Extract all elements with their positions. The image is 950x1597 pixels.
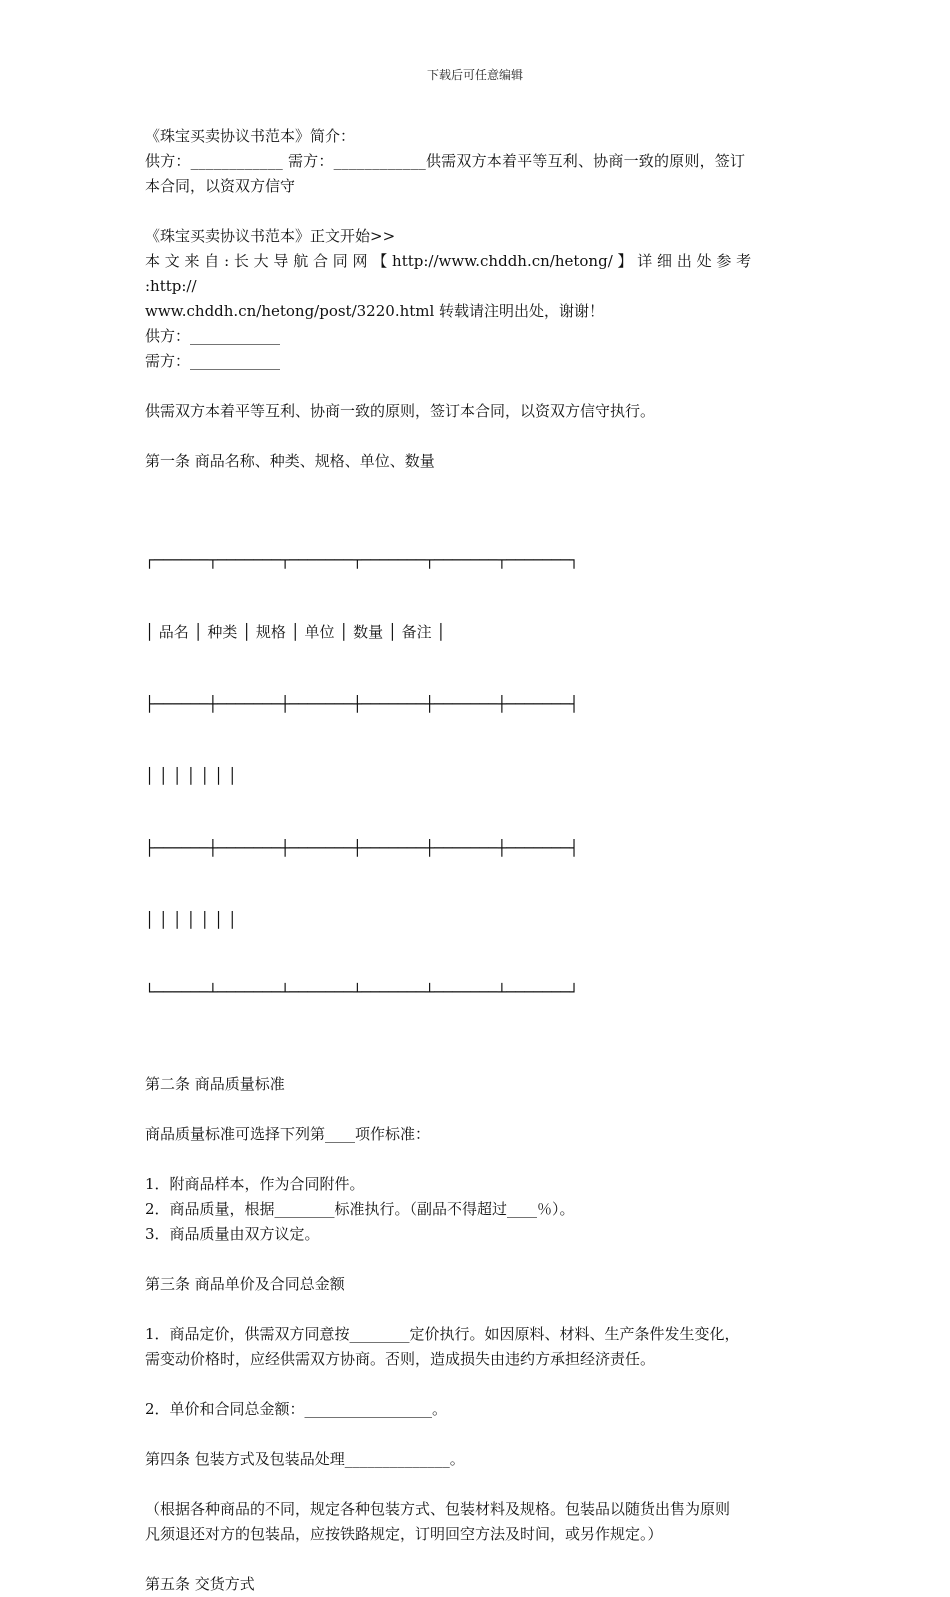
table-row: │ │ │ │ │ │ │ (145, 911, 237, 929)
table-row: ├──────┼───────┼───────┼───────┼───────┼───────┤ (145, 839, 579, 857)
list-item: 2．商品质量，根据________标准执行。（副品不得超过____％）。 (145, 1200, 575, 1218)
article-4-title: 第四条 包装方式及包装品处理______________。 (145, 1450, 465, 1468)
article-3-item-1-line-2: 需变动价格时，应经供需双方协商。否则，造成损失由违约方承担经济责任。 (145, 1350, 656, 1368)
main-start: 《珠宝买卖协议书范本》正文开始>> (145, 227, 396, 245)
table-row: │ 品名 │ 种类 │ 规格 │ 单位 │ 数量 │ 备注 │ (145, 623, 446, 641)
list-item: 1．附商品样本，作为合同附件。 (145, 1175, 365, 1193)
article-1-title: 第一条 商品名称、种类、规格、单位、数量 (145, 452, 435, 470)
table-row: ├──────┼───────┼───────┼───────┼───────┼───────┤ (145, 695, 579, 713)
page-header: 下载后可任意编辑 (426, 68, 523, 82)
table-row: └──────┴───────┴───────┴───────┴───────┴───────┘ (145, 983, 579, 1001)
intro-line-2: 本合同，以资双方信守 (145, 177, 296, 195)
article-2-title: 第二条 商品质量标准 (145, 1075, 285, 1093)
table-row: │ │ │ │ │ │ │ (145, 767, 237, 785)
principle-text: 供需双方本着平等互利、协商一致的原则，签订本合同，以资双方信守执行。 (145, 402, 656, 420)
list-item: 3．商品质量由双方议定。 (145, 1225, 320, 1243)
intro-line-1: 供方：____________ 需方：____________供需双方本着平等互利、协商一致的原则，签订 (145, 152, 746, 170)
supplier-field: 供方：____________ (145, 327, 281, 345)
article-5-title: 第五条 交货方式 (145, 1575, 255, 1593)
source-line-1: 本 文 来 自 : 长 大 导 航 合 同 网 【 http://www.chddh.cn/hetong/ 】 详 细 出 处 参 考 :http:// (145, 252, 756, 295)
article-3-title: 第三条 商品单价及合同总金额 (145, 1275, 345, 1293)
article-4-note-line-1: （根据各种商品的不同，规定各种包装方式、包装材料及规格。包装品以随货出售为原则 (145, 1500, 731, 1518)
intro-title: 《珠宝买卖协议书范本》简介： (145, 127, 356, 145)
document-body (145, 124, 807, 1597)
article-2-intro: 商品质量标准可选择下列第____项作标准： (145, 1125, 431, 1143)
goods-table (145, 500, 807, 1052)
article-3-item-1-line-1: 1．商品定价，供需双方同意按________定价执行。如因原料、材料、生产条件发生变化， (145, 1325, 740, 1343)
buyer-field: 需方：____________ (145, 352, 281, 370)
source-line-2: www.chddh.cn/hetong/post/3220.html 转载请注明出处，谢谢！ (145, 302, 605, 320)
article-3-item-2: 2．单价和合同总金额：_________________。 (145, 1400, 448, 1418)
table-row: ┌──────┬───────┬───────┬───────┬───────┬───────┐ (145, 551, 579, 569)
article-4-note-line-2: 凡须退还对方的包装品，应按铁路规定，订明回空方法及时间，或另作规定。） (145, 1525, 663, 1543)
